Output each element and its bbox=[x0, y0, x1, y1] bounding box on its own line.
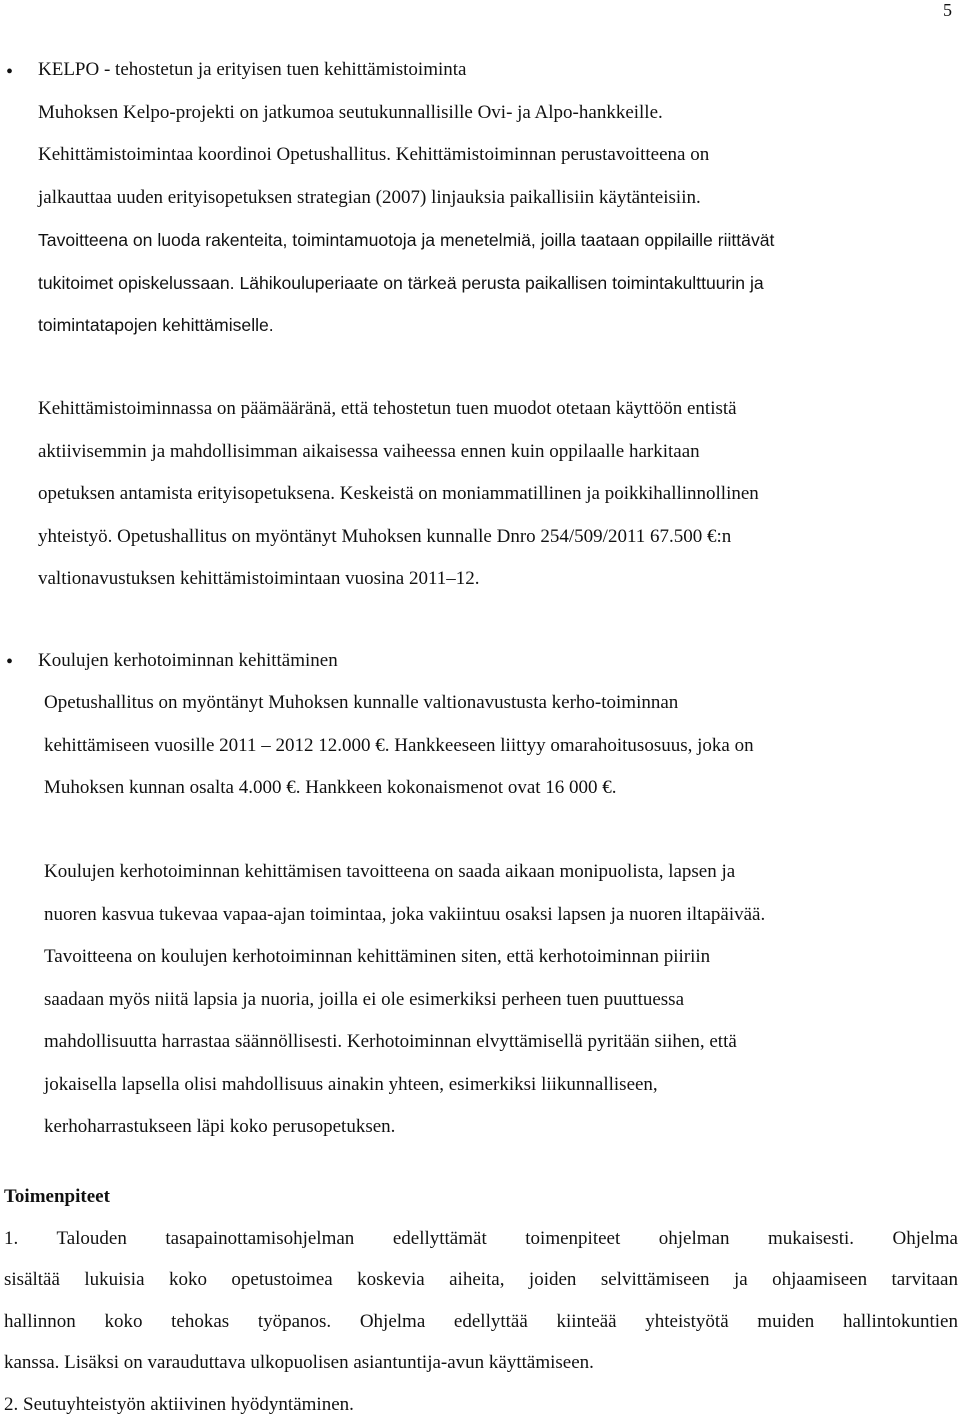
paragraph-line: Muhoksen Kelpo-projekti on jatkumoa seutukunnallisille Ovi- ja Alpo-hankkeille. bbox=[38, 92, 948, 135]
paragraph-line: Kehittämistoiminnassa on päämääränä, että tehostetun tuen muodot otetaan käyttöön entistä bbox=[38, 388, 948, 431]
toimenpiteet-heading: Toimenpiteet bbox=[4, 1176, 958, 1218]
paragraph-line: saadaan myös niitä lapsia ja nuoria, joilla ei ole esimerkiksi perheen tuen puuttuessa bbox=[44, 979, 949, 1022]
paragraph-line: jokaisella lapsella olisi mahdollisuus ainakin yhteen, esimerkiksi liikunnalliseen, bbox=[44, 1064, 949, 1107]
list-item-line: hallinnon koko tehokas työpanos. Ohjelma edellyttää kiinteää yhteistyötä muiden hallintokuntien bbox=[4, 1301, 958, 1343]
paragraph-line: kehittämiseen vuosille 2011 – 2012 12.000 €. Hankkeeseen liittyy omarahoitusosuus, joka on bbox=[44, 725, 949, 768]
list-item-line: kanssa. Lisäksi on varauduttava ulkopuolisen asiantuntija-avun käyttämiseen. bbox=[4, 1342, 958, 1384]
list-item-line: sisältää lukuisia koko opetustoimea koskevia aiheita, joiden selvittämiseen ja ohjaamiseen tarvitaan bbox=[4, 1259, 958, 1301]
paragraph-line: valtionavustuksen kehittämistoimintaan vuosina 2011–12. bbox=[38, 558, 948, 601]
page-number: 5 bbox=[943, 0, 952, 21]
section-kelpo-paragraph-2 bbox=[38, 388, 948, 601]
paragraph-line: yhteistyö. Opetushallitus on myöntänyt Muhoksen kunnalle Dnro 254/509/2011 67.500 €:n bbox=[38, 516, 948, 559]
bullet-icon: • bbox=[6, 652, 13, 672]
section-kerhotoiminta-paragraph-2 bbox=[44, 851, 949, 1149]
toimenpiteet-section bbox=[4, 1176, 958, 1425]
paragraph-line: jalkauttaa uuden erityisopetuksen strategian (2007) linjauksia paikallisiin käytänteisiin. bbox=[38, 177, 948, 220]
paragraph-line: toimintatapojen kehittämiselle. bbox=[38, 304, 948, 347]
paragraph-line: aktiivisemmin ja mahdollisimman aikaisessa vaiheessa ennen kuin oppilaalle harkitaan bbox=[38, 431, 948, 474]
list-item-line: 1. Talouden tasapainottamisohjelman edellyttämät toimenpiteet ohjelman mukaisesti. Ohjelma bbox=[4, 1218, 958, 1260]
paragraph-line: nuoren kasvua tukevaa vapaa-ajan toimintaa, joka vakiintuu osaksi lapsen ja nuoren iltapäivää. bbox=[44, 894, 949, 937]
paragraph-line: mahdollisuutta harrastaa säännöllisesti. Kerhotoiminnan elvyttämisellä pyritään siihen, että bbox=[44, 1021, 949, 1064]
paragraph-line: opetuksen antamista erityisopetuksena. Keskeistä on moniammatillinen ja poikkihallinnollinen bbox=[38, 473, 948, 516]
paragraph-line: Kehittämistoimintaa koordinoi Opetushallitus. Kehittämistoiminnan perustavoitteena on bbox=[38, 134, 948, 177]
paragraph-line: Tavoitteena on luoda rakenteita, toimintamuotoja ja menetelmiä, joilla taataan oppilaille riittävät bbox=[38, 219, 948, 262]
section-title: Koulujen kerhotoiminnan kehittäminen bbox=[38, 640, 948, 683]
paragraph-line: Opetushallitus on myöntänyt Muhoksen kunnalle valtionavustusta kerho-toiminnan bbox=[44, 682, 949, 725]
paragraph-line: kerhoharrastukseen läpi koko perusopetuksen. bbox=[44, 1106, 949, 1149]
section-kerhotoiminta-paragraph-1 bbox=[44, 682, 949, 810]
paragraph-line: Tavoitteena on koulujen kerhotoiminnan kehittäminen siten, että kerhotoiminnan piiriin bbox=[44, 936, 949, 979]
list-item-2: 2. Seutuyhteistyön aktiivinen hyödyntäminen. bbox=[4, 1384, 958, 1425]
paragraph-line: tukitoimet opiskelussaan. Lähikouluperiaate on tärkeä perusta paikallisen toimintakulttuurin ja bbox=[38, 262, 948, 305]
section-title: KELPO - tehostetun ja erityisen tuen kehittämistoiminta bbox=[38, 49, 948, 92]
paragraph-line: Koulujen kerhotoiminnan kehittämisen tavoitteena on saada aikaan monipuolista, lapsen ja bbox=[44, 851, 949, 894]
bullet-icon: • bbox=[6, 62, 13, 82]
section-kelpo bbox=[38, 49, 948, 347]
section-kerhotoiminta bbox=[38, 640, 948, 683]
paragraph-line: Muhoksen kunnan osalta 4.000 €. Hankkeen kokonaismenot ovat 16 000 €. bbox=[44, 767, 949, 810]
